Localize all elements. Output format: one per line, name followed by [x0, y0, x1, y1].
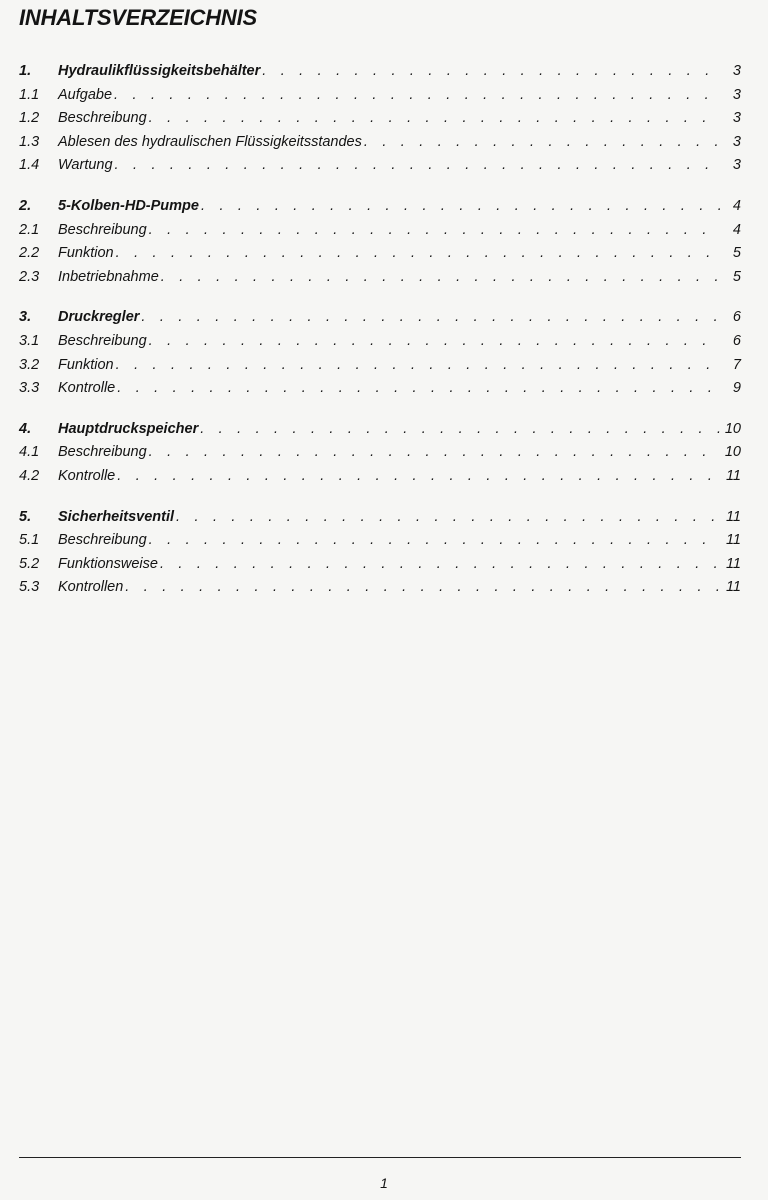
entry-number: 2.2 [19, 245, 40, 262]
entry-page-number: 10 [724, 444, 741, 461]
toc-chapter-entry [19, 198, 741, 222]
entry-number: 1. [19, 63, 32, 79]
footer-rule [19, 1157, 741, 1158]
toc-subsection-entry [19, 380, 741, 404]
page-title: INHALTSVERZEICHNIS [19, 5, 258, 30]
toc-subsection-entry [19, 556, 741, 580]
entry-title: Funktion [58, 356, 114, 373]
entry-page-number: 11 [725, 532, 741, 549]
entry-page-number: 9 [732, 380, 741, 397]
entry-number: 1.2 [19, 110, 40, 127]
entry-number: 1.1 [19, 86, 40, 103]
toc-subsection-entry [19, 357, 741, 381]
toc-chapter-entry [19, 63, 741, 87]
entry-page-number: 11 [725, 467, 741, 484]
entry-page-number: 11 [725, 555, 741, 572]
entry-page-number: 6 [732, 309, 741, 326]
entry-title: Sicherheitsventil [58, 508, 175, 525]
entry-number: 3. [19, 309, 32, 326]
entry-title: Beschreibung [58, 444, 147, 461]
toc-section [19, 198, 741, 292]
dot-leader [141, 309, 721, 325]
entry-number: 5.1 [19, 532, 40, 549]
toc-subsection-entry [19, 333, 741, 357]
entry-page-number: 3 [732, 86, 741, 103]
entry-title: Kontrolle [58, 380, 116, 397]
dot-leader [114, 87, 721, 103]
entry-title: Funktion [58, 245, 114, 262]
toc-section [19, 63, 741, 181]
dot-leader [149, 333, 721, 349]
toc-subsection-entry [19, 110, 741, 134]
entry-number: 5.3 [19, 579, 40, 596]
entry-title: Beschreibung [58, 532, 147, 549]
dot-leader [176, 509, 721, 525]
toc-section [19, 421, 741, 492]
toc-subsection-entry [19, 468, 741, 492]
toc-subsection-entry [19, 245, 741, 269]
dot-leader [116, 245, 721, 261]
entry-title: Beschreibung [58, 221, 147, 238]
toc-subsection-entry [19, 444, 741, 468]
toc-subsection-entry [19, 532, 741, 556]
toc-section [19, 309, 741, 403]
entry-page-number: 5 [732, 268, 741, 285]
dot-leader [201, 198, 721, 214]
entry-page-number: 11 [725, 508, 741, 525]
toc-subsection-entry [19, 157, 741, 181]
dot-leader [117, 468, 721, 484]
dot-leader [115, 157, 721, 173]
entry-title: Kontrollen [58, 579, 124, 596]
toc-subsection-entry [19, 87, 741, 111]
entry-number: 5.2 [19, 555, 40, 572]
toc-subsection-entry [19, 579, 741, 603]
entry-number: 4. [19, 420, 32, 437]
entry-number: 3.1 [19, 332, 40, 349]
entry-page-number: 4 [732, 221, 741, 238]
entry-title: Wartung [58, 157, 113, 174]
entry-page-number: 5 [732, 245, 741, 262]
dot-leader [149, 110, 721, 126]
entry-number: 1.3 [19, 133, 40, 150]
entry-title: Funktionsweise [58, 555, 158, 572]
entry-page-number: 11 [725, 579, 741, 596]
entry-number: 2.3 [19, 268, 40, 285]
dot-leader [149, 532, 721, 548]
entry-number: 2. [19, 197, 32, 214]
dot-leader [200, 421, 721, 437]
entry-number: 1.4 [19, 157, 40, 174]
entry-title: 5-Kolben-HD-Pumpe [58, 197, 199, 214]
entry-title: Druckregler [58, 309, 140, 326]
entry-page-number: 3 [732, 110, 741, 127]
entry-page-number: 6 [732, 332, 741, 349]
toc-subsection-entry [19, 222, 741, 246]
entry-number: 4.2 [19, 467, 40, 484]
toc-section [19, 509, 741, 603]
toc-chapter-entry [19, 421, 741, 445]
entry-title: Inbetriebnahme [58, 268, 159, 285]
entry-title: Hauptdruckspeicher [58, 420, 199, 437]
dot-leader [117, 380, 721, 396]
entry-title: Beschreibung [58, 332, 147, 349]
entry-title: Beschreibung [58, 110, 147, 127]
entry-number: 5. [19, 508, 32, 525]
toc-subsection-entry [19, 269, 741, 293]
page-number: 1 [380, 1175, 388, 1191]
entry-title: Hydraulikflüssigkeitsbehälter [58, 63, 261, 79]
dot-leader [262, 63, 721, 79]
entry-number: 3.3 [19, 380, 40, 397]
entry-page-number: 3 [732, 133, 741, 150]
entry-number: 3.2 [19, 356, 40, 373]
entry-title: Kontrolle [58, 467, 116, 484]
dot-leader [161, 269, 721, 285]
dot-leader [125, 579, 721, 595]
entry-number: 4.1 [19, 444, 40, 461]
toc-chapter-entry [19, 309, 741, 333]
entry-page-number: 7 [732, 356, 741, 373]
entry-number: 2.1 [19, 221, 40, 238]
dot-leader [149, 444, 721, 460]
entry-page-number: 3 [732, 157, 741, 174]
toc-subsection-entry [19, 134, 741, 158]
entry-title: Aufgabe [58, 86, 113, 103]
dot-leader [149, 222, 721, 238]
entry-title: Ablesen des hydraulischen Flüssigkeitsstandes [58, 133, 362, 150]
entry-page-number: 4 [732, 197, 741, 214]
toc-chapter-entry [19, 509, 741, 533]
dot-leader [160, 556, 721, 572]
entry-page-number: 10 [724, 420, 741, 437]
dot-leader [116, 357, 721, 373]
table-of-contents [19, 63, 741, 620]
dot-leader [364, 134, 721, 150]
entry-page-number: 3 [732, 63, 741, 79]
